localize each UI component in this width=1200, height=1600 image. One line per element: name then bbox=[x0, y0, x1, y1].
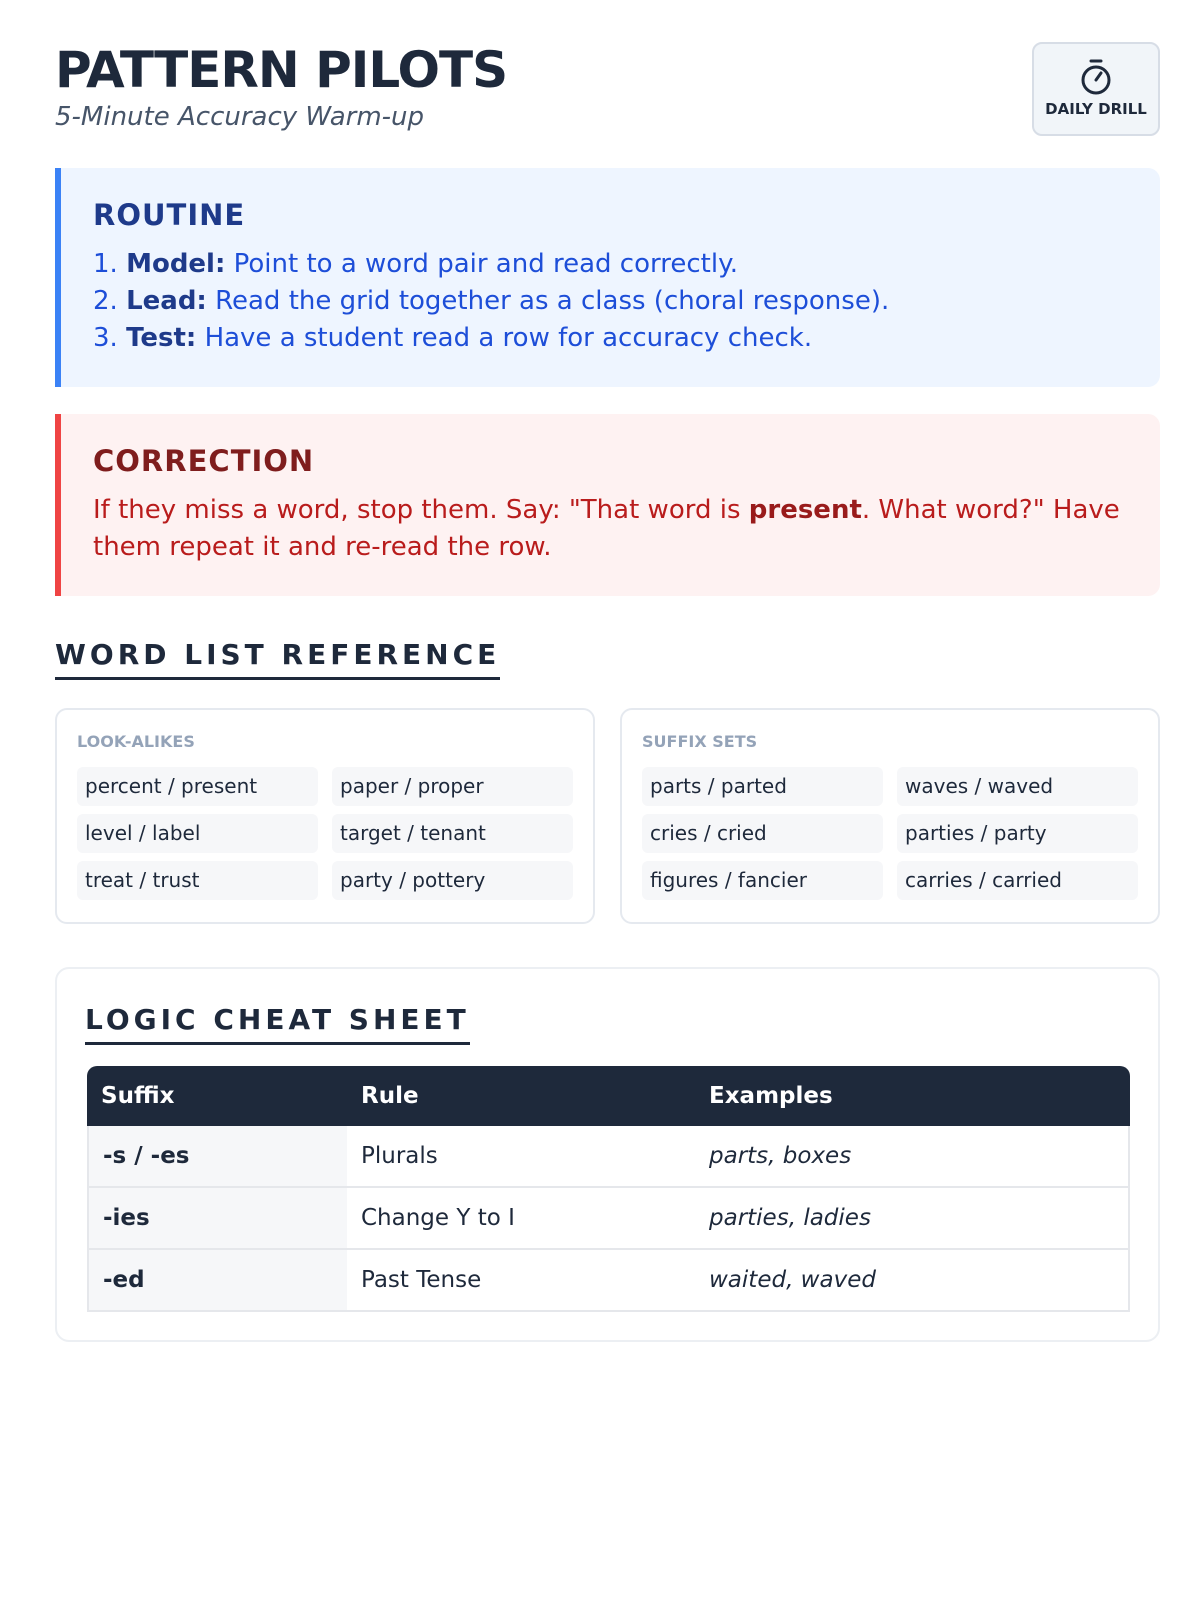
routine-step bbox=[93, 246, 1128, 283]
word-pair: target / tenant bbox=[332, 814, 573, 853]
word-pair: waves / waved bbox=[897, 767, 1138, 806]
word-pair: level / label bbox=[77, 814, 318, 853]
page-title: PATTERN PILOTS bbox=[55, 41, 508, 99]
word-pair: parts / parted bbox=[642, 767, 883, 806]
table-cell-rule: Change Y to I bbox=[347, 1188, 695, 1250]
correction-title: CORRECTION bbox=[93, 444, 315, 478]
correction-text-after: . What word?" Have them repeat it and re-read the row. bbox=[93, 495, 1120, 562]
table-cell-rule: Past Tense bbox=[347, 1250, 695, 1312]
table-row bbox=[87, 1126, 1130, 1188]
word-pair: party / pottery bbox=[332, 861, 573, 900]
page-header bbox=[55, 40, 1160, 140]
step-number: 2. bbox=[93, 286, 118, 316]
suffix-sets-label: SUFFIX SETS bbox=[642, 732, 758, 751]
step-text: Have a student read a row for accuracy check. bbox=[204, 323, 813, 353]
suffix-table bbox=[87, 1066, 1130, 1312]
step-label: Test: bbox=[126, 323, 197, 353]
stopwatch-icon bbox=[1079, 58, 1113, 96]
cheat-sheet-title: LOGIC CHEAT SHEET bbox=[85, 1003, 470, 1045]
table-row bbox=[87, 1250, 1130, 1312]
table-cell-examples: parts, boxes bbox=[695, 1126, 1130, 1188]
table-cell-examples: waited, waved bbox=[695, 1250, 1130, 1312]
word-pair: carries / carried bbox=[897, 861, 1138, 900]
column-header: Examples bbox=[695, 1066, 1130, 1126]
step-label: Model: bbox=[126, 249, 226, 279]
routine-step bbox=[93, 320, 1128, 357]
table-row bbox=[87, 1188, 1130, 1250]
look-alikes-card bbox=[55, 708, 595, 924]
step-number: 3. bbox=[93, 323, 118, 353]
page-subtitle: 5-Minute Accuracy Warm-up bbox=[55, 102, 425, 132]
routine-title: ROUTINE bbox=[93, 198, 246, 232]
table-cell-suffix: -ies bbox=[87, 1188, 347, 1250]
word-list-title: WORD LIST REFERENCE bbox=[55, 638, 500, 680]
correction-emphasis: present bbox=[748, 495, 862, 525]
step-number: 1. bbox=[93, 249, 118, 279]
table-header-row bbox=[87, 1066, 1130, 1126]
suffix-sets-card bbox=[620, 708, 1160, 924]
word-pair: paper / proper bbox=[332, 767, 573, 806]
step-text: Point to a word pair and read correctly. bbox=[233, 249, 739, 279]
logic-cheat-sheet-card bbox=[55, 967, 1160, 1342]
correction-text bbox=[93, 492, 1128, 566]
table-cell-examples: parties, ladies bbox=[695, 1188, 1130, 1250]
step-label: Lead: bbox=[126, 286, 207, 316]
column-header: Rule bbox=[347, 1066, 695, 1126]
column-header: Suffix bbox=[87, 1066, 347, 1126]
look-alikes-label: LOOK-ALIKES bbox=[77, 732, 195, 751]
word-pair: treat / trust bbox=[77, 861, 318, 900]
word-pair: parties / party bbox=[897, 814, 1138, 853]
badge-label: DAILY DRILL bbox=[1045, 100, 1147, 118]
table-cell-rule: Plurals bbox=[347, 1126, 695, 1188]
routine-panel bbox=[55, 168, 1160, 387]
correction-text-before: If they miss a word, stop them. Say: "That word is bbox=[93, 495, 749, 525]
word-pair: cries / cried bbox=[642, 814, 883, 853]
table-cell-suffix: -ed bbox=[87, 1250, 347, 1312]
table-cell-suffix: -s / -es bbox=[87, 1126, 347, 1188]
daily-drill-badge bbox=[1032, 42, 1160, 136]
word-pair: percent / present bbox=[77, 767, 318, 806]
routine-step bbox=[93, 283, 1128, 320]
step-text: Read the grid together as a class (choral response). bbox=[215, 286, 890, 316]
correction-panel bbox=[55, 414, 1160, 596]
word-pair: figures / fancier bbox=[642, 861, 883, 900]
